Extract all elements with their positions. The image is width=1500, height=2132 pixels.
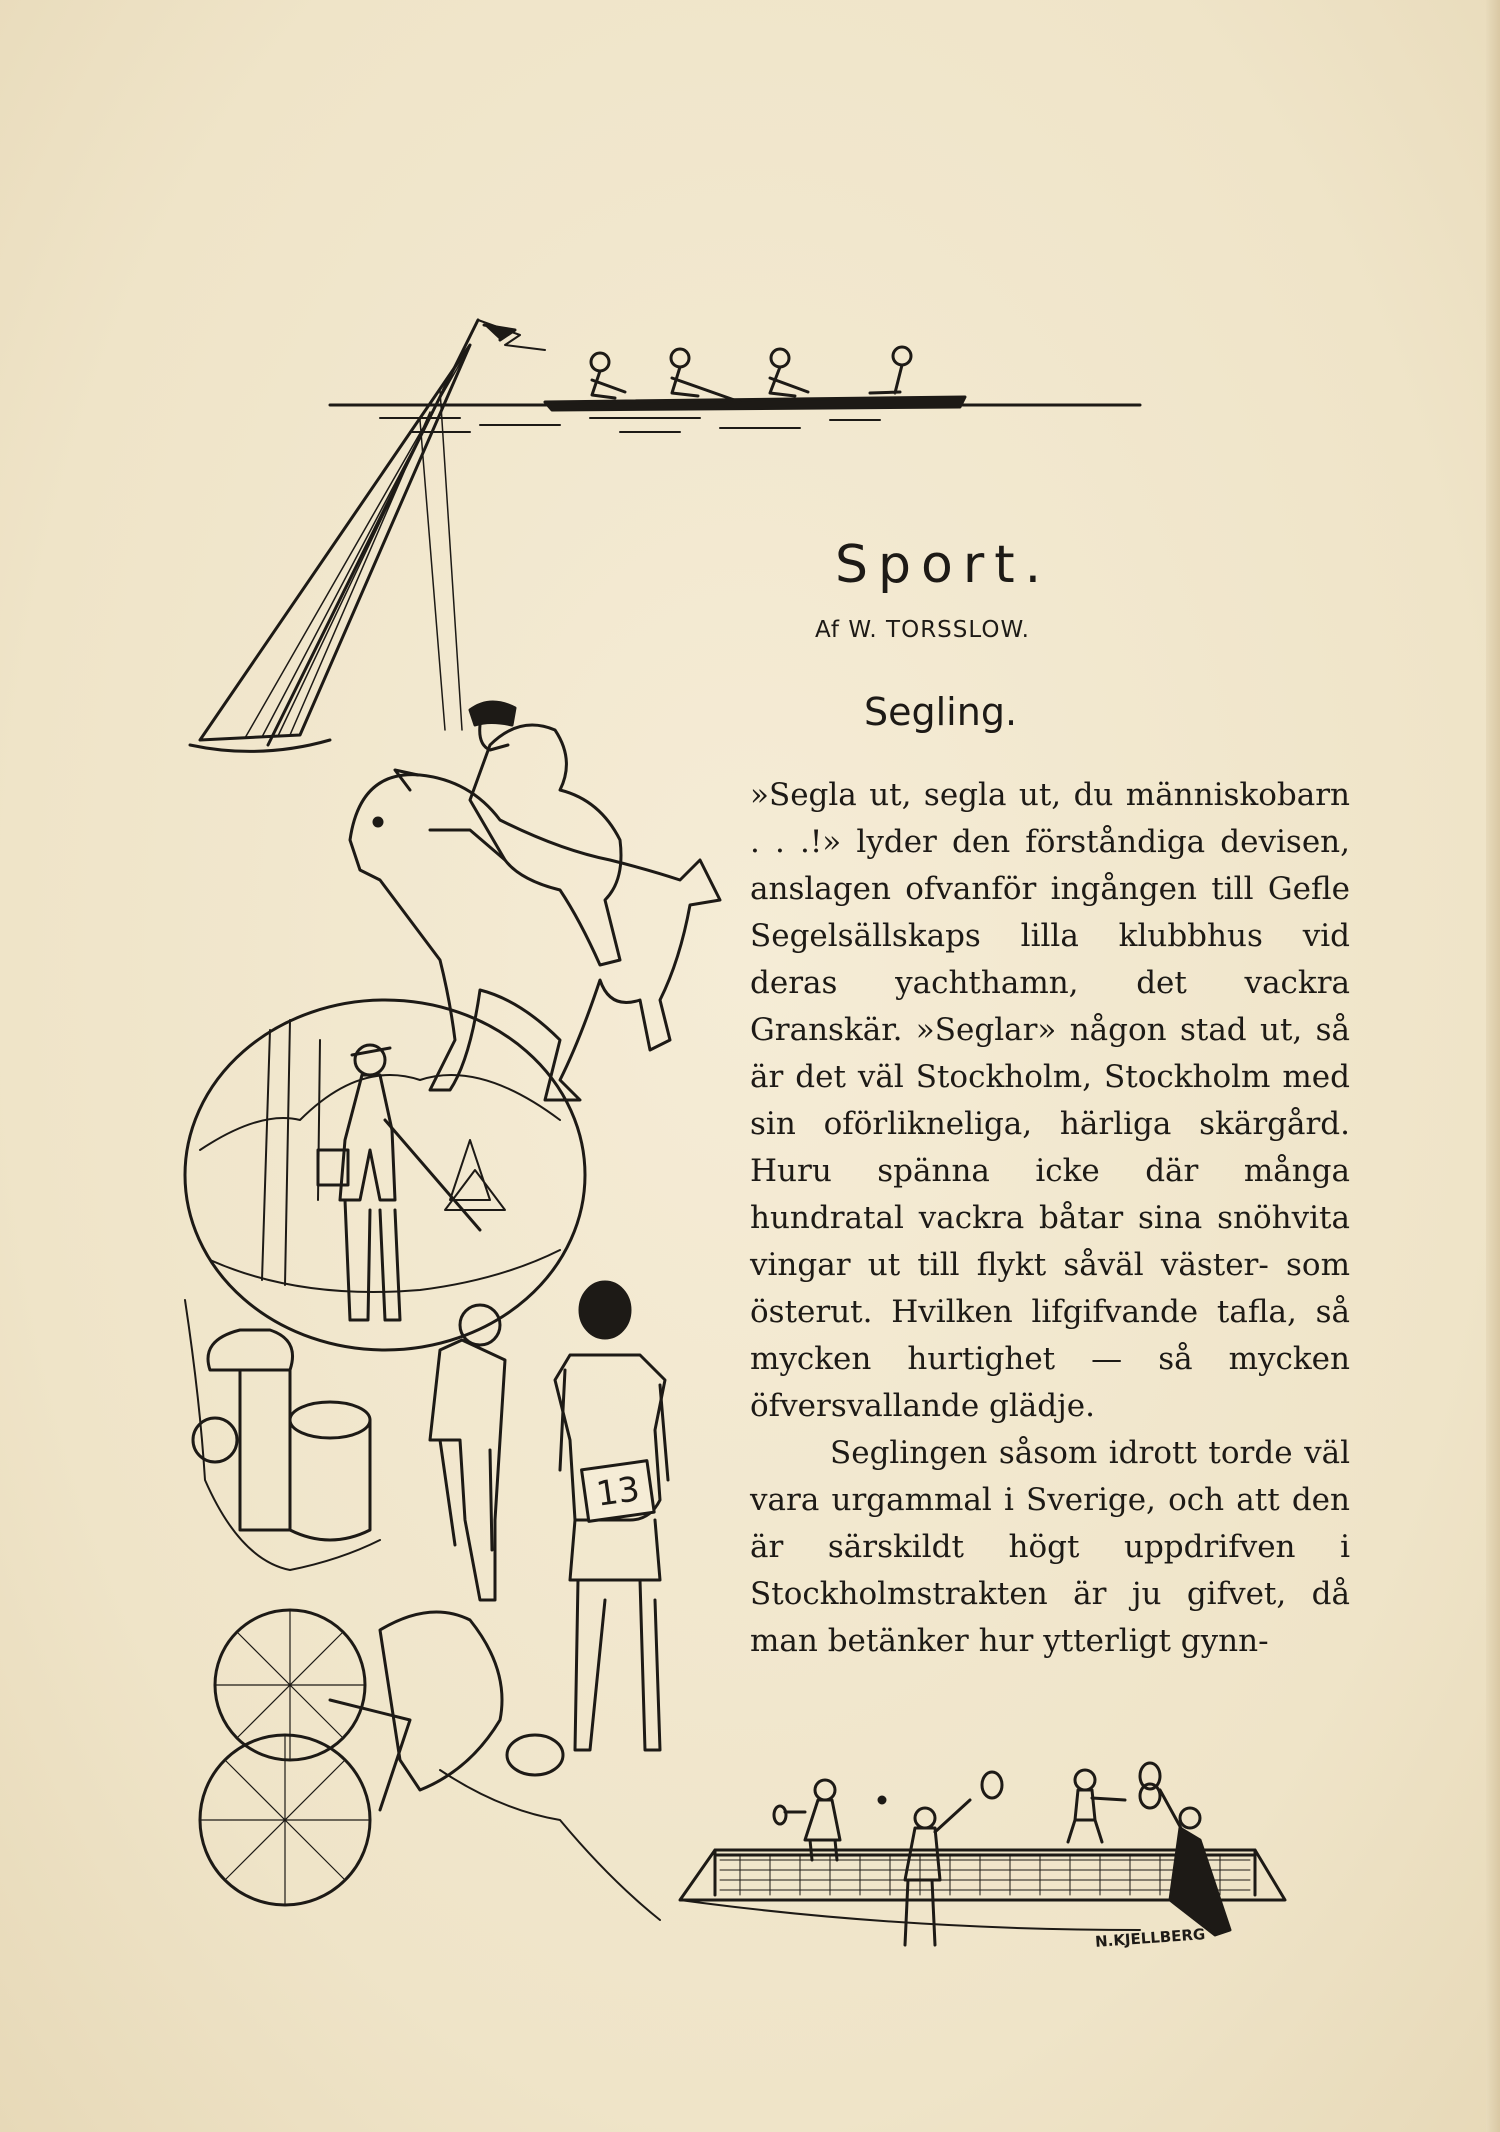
artist-signature: N.KJELLBERG [1094, 1925, 1206, 1951]
horse-and-jockey [350, 702, 720, 1100]
section-heading: Segling. [864, 690, 1018, 734]
sailboat [190, 320, 545, 751]
race-bib-number: 13 [593, 1469, 643, 1515]
rower [591, 353, 625, 398]
article-byline: Af W. TORSSLOW. [815, 617, 1030, 643]
hunter-vignette [185, 1000, 585, 1350]
fallen-cyclist [200, 1610, 660, 1920]
tennis-player [774, 1780, 840, 1860]
tennis-scene [680, 1763, 1285, 1945]
boy-figure [430, 1305, 505, 1600]
paragraph: Seglingen såsom idrott torde väl vara urgammal i Sverige, och att den är särskildt högt uppdrifven i Stockholmstrakten är ju gifvet, då man betänker hur ytterligt gynn- [750, 1435, 1350, 1659]
rower [770, 349, 808, 396]
race-bib [582, 1461, 655, 1522]
rower [671, 349, 740, 402]
article-body [750, 772, 1350, 1665]
coffee-urn-still-life [185, 1300, 380, 1570]
paragraph: »Segla ut, segla ut, du människobarn . . .!» lyder den förståndiga devisen, anslagen ofvanför ingången till Gefle Segelsällskaps lilla klubbhus vid deras yachthamn, det vackra Granskär. »Seglar» någon stad ut, så är det väl Stockholm, Stockholm med sin oförlikneliga, härliga skärgård. Huru spänna icke där många hundratal vackra båtar sina snöhvita vingar ut till flykt såväl väster- som österut. Hvilken lifgifvande tafla, så mycken hurtighet — så mycken öfversvallande glädje. [750, 777, 1350, 1424]
tennis-player [1068, 1770, 1160, 1842]
rower [870, 347, 911, 393]
article-title: Sport. [835, 535, 1052, 595]
